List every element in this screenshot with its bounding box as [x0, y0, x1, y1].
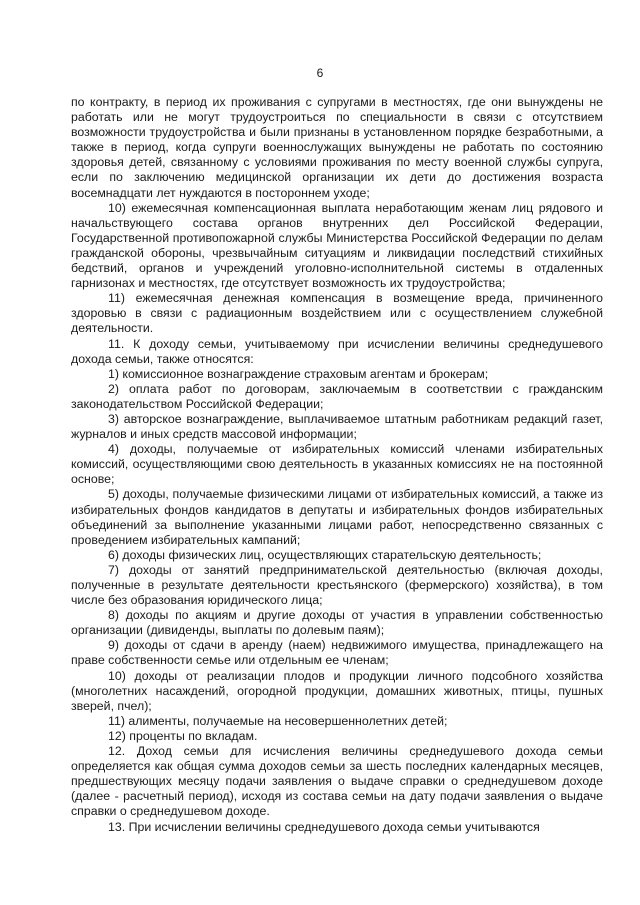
paragraph-subitem-2: 2) оплата работ по договорам, заключаемым в соответствии с гражданским законодательством Российской Федерации; [71, 381, 603, 411]
paragraph-item-10: 10) ежемесячная компенсационная выплата неработающим женам лиц рядового и начальствующего состава органов внутренних дел Российской Федерации, Государственной противопожарной службы Министерства Российской Федерации по делам гражданской обороны, чрезвычайным ситуациям и ликвидации последствий стихийных бедствий, органов и учреждений уголовно-исполнительной системы в отдаленных гарнизонах и местностях, где отсутствует возможность их трудоустройства; [71, 200, 603, 291]
paragraph-subitem-9: 9) доходы от сдачи в аренду (наем) недвижимого имущества, принадлежащего на праве собственности семье или отдельным ее членам; [71, 638, 603, 668]
paragraph-subitem-7: 7) доходы от занятий предпринимательской деятельностью (включая доходы, полученные в результате деятельности крестьянского (фермерского) хозяйства), в том числе без образования юридического лица; [71, 562, 603, 608]
paragraph-section-11: 11. К доходу семьи, учитываемому при исчислении величины среднедушевого дохода семьи, также относятся: [71, 336, 603, 366]
paragraph-subitem-11: 11) алименты, получаемые на несовершеннолетних детей; [108, 713, 448, 728]
paragraph-subitem-6: 6) доходы физических лиц, осуществляющих старательскую деятельность; [108, 547, 542, 562]
paragraph-subitem-3: 3) авторское вознаграждение, выплачиваемое штатным работникам редакций газет, журналов и иных средств массовой информации; [71, 411, 603, 442]
paragraph-subitem-8: 8) доходы по акциям и другие доходы от участия в управлении собственностью организации (дивиденды, выплаты по долевым паям); [71, 608, 603, 638]
page-number: 6 [316, 66, 324, 80]
paragraph-subitem-10: 10) доходы от реализации плодов и продукции личного подсобного хозяйства (многолетних насаждений, огородной продукции, домашних животных, птицы, пушных зверей, пчел); [71, 668, 603, 713]
paragraph-section-13: 13. При исчислении величины среднедушевого дохода семьи учитываются [108, 819, 540, 834]
paragraph-subitem-12: 12) проценты по вкладам. [108, 728, 258, 743]
paragraph-item-11: 11) ежемесячная денежная компенсация в возмещение вреда, причиненного здоровью в связи с радиационным воздействием или с осуществлением служебной деятельности. [71, 291, 603, 336]
paragraph-subitem-4: 4) доходы, получаемые от избирательных комиссий членами избирательных комиссий, осуществляющими свою деятельность в указанных комиссиях не на постоянной основе; [71, 442, 603, 487]
paragraph-subitem-5: 5) доходы, получаемые физическими лицами от избирательных комиссий, а также из избирательных фондов кандидатов в депутаты и избирательных фондов избирательных объединений за выполнение указанными лицами работ, непосредственно связанных с проведением избирательных кампаний; [71, 487, 603, 547]
document-body [71, 95, 603, 835]
paragraph-section-12: 12. Доход семьи для исчисления величины среднедушевого дохода семьи определяется как общая сумма доходов семьи за шесть последних календарных месяцев, предшествующих месяцу подачи заявления о выдаче справки о среднедушевом доходе (далее - расчетный период), исходя из состава семьи на дату подачи заявления о выдаче справки о среднедушевом доходе. [71, 744, 603, 819]
paragraph-continuation: по контракту, в период их проживания с супругами в местностях, где они вынуждены не работать или не могут трудоустроиться по специальности в связи с отсутствием возможности трудоустройства и были признаны в установленном порядке безработными, а также в период, когда супруги военнослужащих вынуждены не работать по состоянию здоровья детей, связанному с условиями проживания по месту военной службы супруга, если по заключению медицинской организации их дети до достижения возраста восемнадцати лет нуждаются в постороннем уходе; [71, 95, 603, 200]
paragraph-subitem-1: 1) комиссионное вознаграждение страховым агентам и брокерам; [108, 366, 489, 381]
